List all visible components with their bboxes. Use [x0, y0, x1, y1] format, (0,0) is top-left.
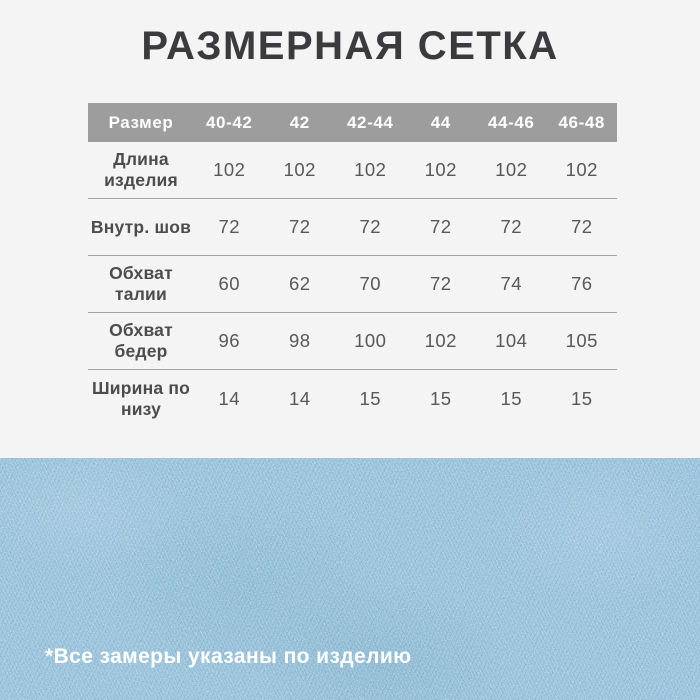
- row-label: Обхват талии: [109, 263, 173, 304]
- value-cell: 74: [500, 273, 523, 294]
- table-row-leg-opening: [88, 370, 617, 427]
- value-cell: 105: [565, 330, 598, 351]
- table-row-inseam: [88, 199, 617, 256]
- value-cell: 102: [213, 159, 246, 180]
- value-cell: 14: [288, 387, 311, 409]
- value-cell: 72: [570, 216, 593, 237]
- value-cell: 102: [565, 159, 598, 180]
- measurement-footnote: *Все замеры указаны по изделию: [45, 645, 412, 668]
- size-column-header: 42-44: [347, 112, 394, 132]
- size-column-header: 44-46: [488, 112, 535, 132]
- value-cell: 102: [495, 159, 528, 180]
- value-cell: 102: [283, 159, 316, 180]
- value-cell: 15: [359, 387, 382, 409]
- value-cell: 62: [288, 273, 311, 294]
- value-cell: 72: [500, 216, 523, 237]
- value-cell: 70: [359, 273, 382, 294]
- row-label: Внутр. шов: [90, 216, 192, 237]
- value-cell: 102: [354, 159, 387, 180]
- size-column-header: 42: [289, 112, 310, 132]
- value-cell: 102: [424, 330, 457, 351]
- column-header-size: Размер: [108, 112, 174, 132]
- value-cell: 72: [288, 216, 311, 237]
- page-title: РАЗМЕРНАЯ СЕТКА: [141, 24, 559, 68]
- size-table: [88, 103, 617, 427]
- table-row-length: [88, 142, 617, 199]
- value-cell: 72: [218, 216, 241, 237]
- row-label: Обхват бедер: [109, 320, 173, 361]
- row-label: Ширина по низу: [91, 377, 191, 419]
- row-label: Длина изделия: [104, 149, 178, 190]
- value-cell: 72: [359, 216, 382, 237]
- value-cell: 96: [218, 330, 241, 351]
- value-cell: 60: [218, 273, 241, 294]
- value-cell: 98: [288, 330, 311, 351]
- value-cell: 76: [570, 273, 593, 294]
- table-header-row: [88, 103, 617, 142]
- value-cell: 14: [218, 387, 241, 409]
- value-cell: 102: [424, 159, 457, 180]
- size-column-header: 40-42: [206, 112, 253, 132]
- value-cell: 72: [429, 273, 452, 294]
- value-cell: 100: [354, 330, 387, 351]
- value-cell: 104: [495, 330, 528, 351]
- value-cell: 15: [500, 387, 523, 409]
- table-row-waist: [88, 256, 617, 313]
- denim-fabric-texture: [0, 458, 700, 700]
- value-cell: 72: [429, 216, 452, 237]
- table-row-hips: [88, 313, 617, 370]
- value-cell: 15: [429, 387, 452, 409]
- size-column-header: 46-48: [558, 112, 605, 132]
- size-column-header: 44: [430, 112, 451, 132]
- value-cell: 15: [570, 387, 593, 409]
